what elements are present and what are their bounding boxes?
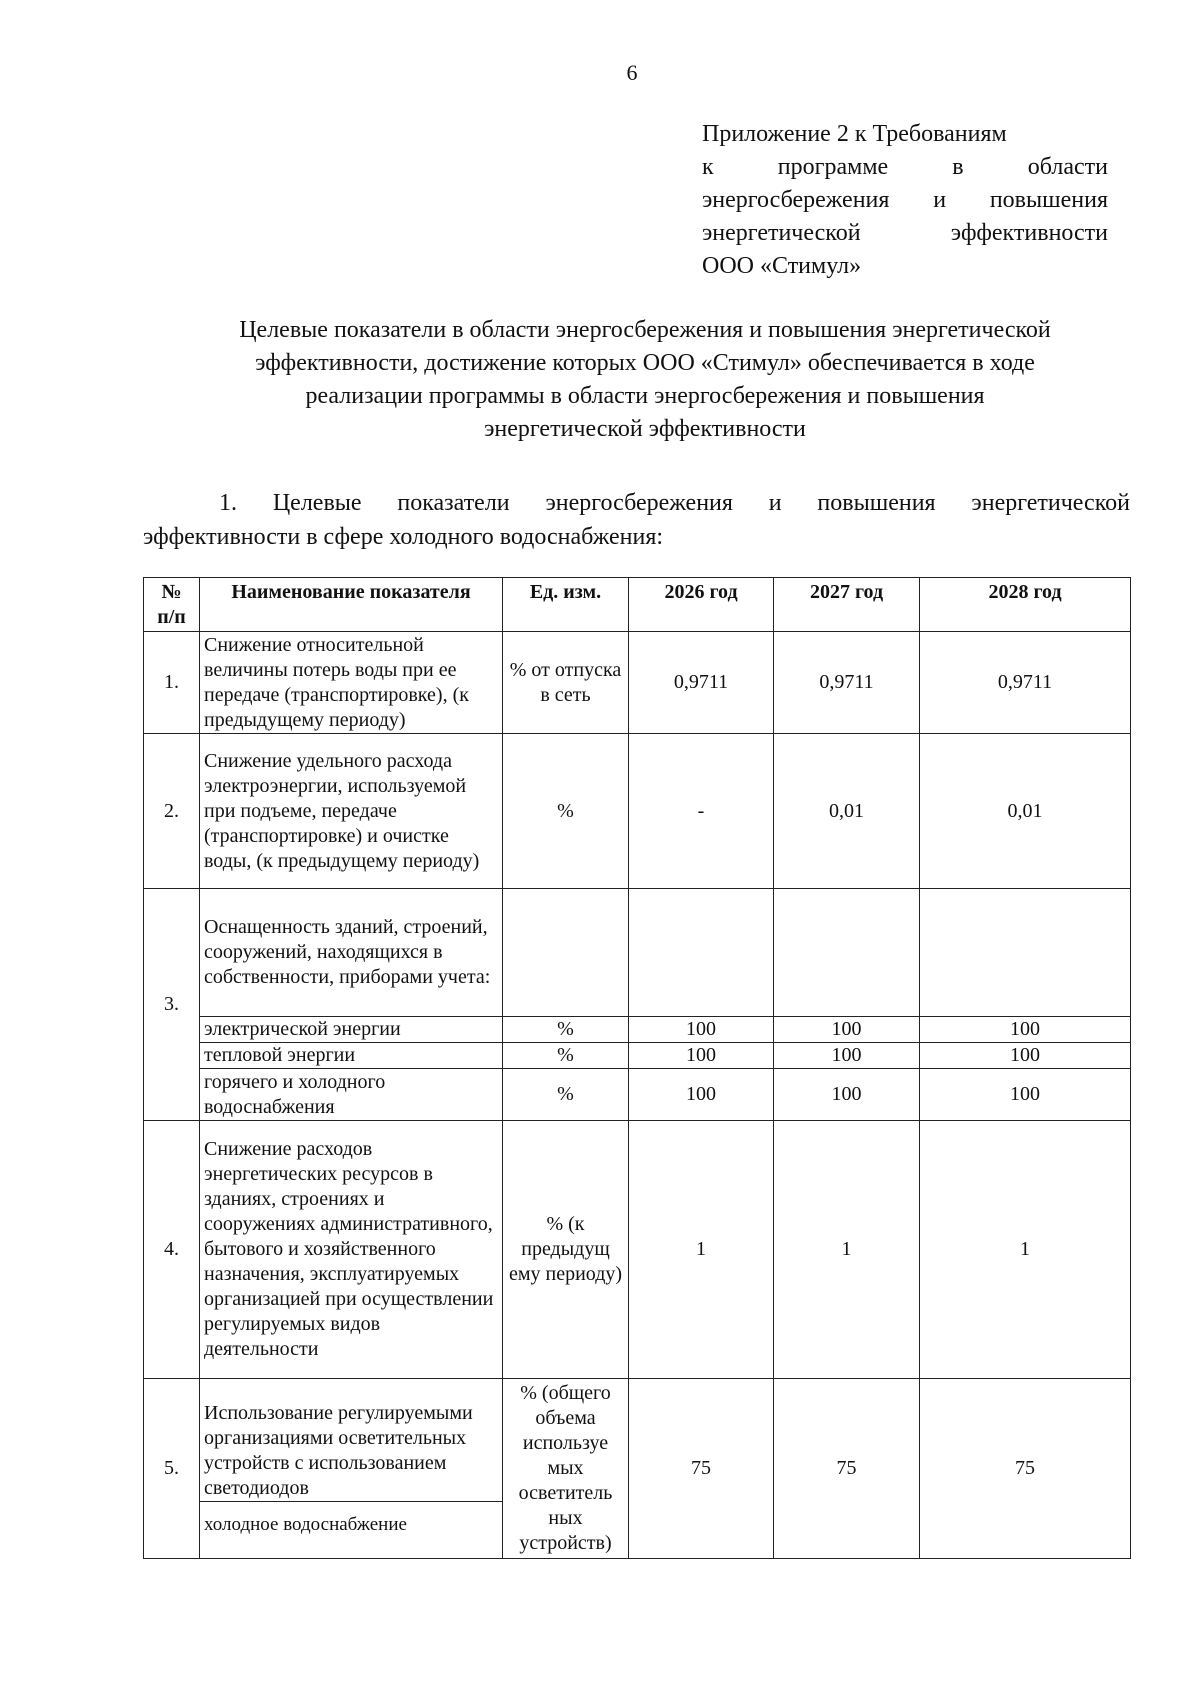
row-number: 4.: [144, 1121, 200, 1379]
value-2028: 75: [920, 1379, 1131, 1559]
value-2027: 100: [774, 1069, 920, 1121]
value-2026: -: [629, 734, 774, 889]
indicator-subname: электрической энергии: [200, 1017, 503, 1043]
value-2028: 100: [920, 1017, 1131, 1043]
appendix-line: ООО «Стимул»: [702, 253, 862, 279]
row-number: 5.: [144, 1379, 200, 1559]
table-row: [144, 889, 1131, 1017]
value-2026: 100: [629, 1017, 774, 1043]
unit-cell: % от отпуска в сеть: [503, 632, 629, 734]
unit-cell: %: [503, 734, 629, 889]
indicator-name: Снижение расходов энергетических ресурсов в зданиях, строениях и сооружениях административного, бытового и хозяйственного назначения, эксплуатируемых организацией при осуществлении регулируемых видов деятельности: [200, 1121, 503, 1379]
table-row: [144, 1121, 1131, 1379]
unit-cell: %: [503, 1069, 629, 1121]
unit-cell: %: [503, 1017, 629, 1043]
value-2027: 100: [774, 1017, 920, 1043]
value-2026: 75: [629, 1379, 774, 1559]
indicator-subname: горячего и холодного водоснабжения: [200, 1069, 503, 1121]
indicator-name-text: Использование регулируемыми организациями осветительных устройств с использованием светодиодов: [204, 1401, 473, 1499]
table-row: [144, 632, 1131, 734]
row-number: 1.: [144, 632, 200, 734]
title-line: эффективности, достижение которых ООО «Стимул» обеспечивается в ходе: [255, 350, 1035, 376]
table-header-row: [144, 578, 1131, 632]
table-subrow: [144, 1069, 1131, 1121]
indicator-name: Снижение удельного расхода электроэнергии, используемой при подъеме, передаче (транспортировке) и очистке воды, (к предыдущему периоду): [200, 734, 503, 889]
value-2027: 100: [774, 1043, 920, 1069]
targets-table: [143, 577, 1131, 1559]
section-heading-line: эффективности в сфере холодного водоснабжения:: [143, 524, 664, 550]
indicator-name: Оснащенность зданий, строений, сооружений, находящихся в собственности, приборами учета:: [200, 889, 503, 1017]
indicator-name: [200, 1379, 503, 1559]
value-2026: 0,9711: [629, 632, 774, 734]
table-subrow: [144, 1017, 1131, 1043]
value-2027: 0,01: [774, 734, 920, 889]
value-2028: 0,9711: [920, 632, 1131, 734]
header-2026: 2026 год: [629, 578, 774, 632]
header-num: № п/п: [144, 578, 200, 632]
value-2028: 100: [920, 1043, 1131, 1069]
appendix-note: [702, 118, 1108, 283]
row-number: 2.: [144, 734, 200, 889]
indicator-subname: тепловой энергии: [200, 1043, 503, 1069]
unit-cell: % (к предыдущ ему периоду): [503, 1121, 629, 1379]
value-2026: [629, 889, 774, 1017]
value-2028: 100: [920, 1069, 1131, 1121]
value-2028: 1: [920, 1121, 1131, 1379]
section-heading-line: 1. Целевые показатели энергосбережения и повышения энергетической: [219, 490, 1130, 516]
appendix-line: энергосбережения и повышения: [702, 187, 1108, 213]
header-unit: Ед. изм.: [503, 578, 629, 632]
value-2027: 0,9711: [774, 632, 920, 734]
value-2026: 1: [629, 1121, 774, 1379]
appendix-line: к программе в области: [702, 154, 1108, 180]
value-2026: 100: [629, 1043, 774, 1069]
value-2027: 75: [774, 1379, 920, 1559]
indicator-subname: холодное водоснабжение: [199, 1501, 502, 1537]
indicator-name: Снижение относительной величины потерь воды при ее передаче (транспортировке), (к предыдущему периоду): [200, 632, 503, 734]
row-number: 3.: [144, 889, 200, 1121]
value-2027: [774, 889, 920, 1017]
value-2028: 0,01: [920, 734, 1131, 889]
title-line: энергетической эффективности: [484, 416, 806, 442]
unit-cell: %: [503, 1043, 629, 1069]
value-2028: [920, 889, 1131, 1017]
table-row: [144, 734, 1131, 889]
unit-cell: % (общего объема используе мых осветитель ных устройств): [503, 1379, 629, 1559]
appendix-line: Приложение 2 к Требованиям: [702, 121, 1007, 147]
appendix-line: энергетической эффективности: [702, 220, 1108, 246]
title-line: Целевые показатели в области энергосбережения и повышения энергетической: [239, 317, 1051, 343]
value-2026: 100: [629, 1069, 774, 1121]
value-2027: 1: [774, 1121, 920, 1379]
header-2028: 2028 год: [920, 578, 1131, 632]
table-subrow: [144, 1043, 1131, 1069]
section-heading: [143, 486, 1130, 554]
page-number: 6: [626, 60, 638, 85]
unit-cell: [503, 889, 629, 1017]
header-2027: 2027 год: [774, 578, 920, 632]
document-title: [140, 314, 1150, 446]
header-name: Наименование показателя: [200, 578, 503, 632]
title-line: реализации программы в области энергосбережения и повышения: [305, 383, 985, 409]
table-row: [144, 1379, 1131, 1559]
